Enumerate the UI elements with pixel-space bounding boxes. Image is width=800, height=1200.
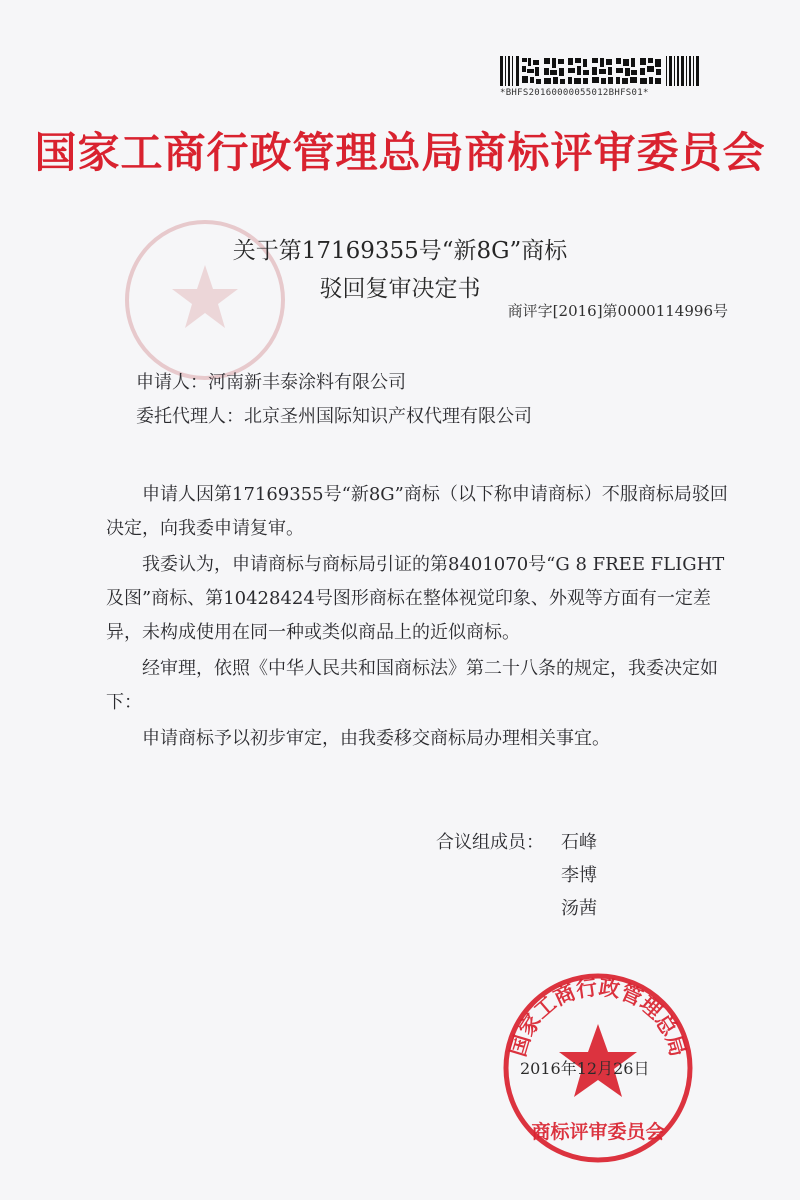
applicant-label: 申请人：	[136, 372, 208, 393]
seal-arc-text: 国家工商行政管理总局	[505, 975, 691, 1060]
agent-line	[136, 402, 532, 428]
applicant-line	[136, 368, 406, 394]
committee-members	[436, 826, 597, 925]
body-paragraph-3: 经审理，依照《中华人民共和国商标法》第二十八条的规定，我委决定如下：	[106, 658, 718, 713]
body-paragraph-1: 申请人因第17169355号“新8G”商标（以下称申请商标）不服商标局驳回决定，向我委申请复审。	[106, 484, 728, 539]
document-title-line-2: 驳回复审决定书	[319, 276, 481, 302]
agent-name: 北京圣州国际知识产权代理有限公司	[244, 406, 532, 427]
agent-label: 委托代理人：	[136, 406, 244, 427]
body-paragraph-4: 申请商标予以初步审定，由我委移交商标局办理相关事宜。	[142, 728, 610, 749]
document-title-line-1: 关于第17169355号“新8G”商标	[232, 238, 568, 264]
committee-member: 石峰	[561, 832, 597, 853]
seal-bottom-text: 商标评审委员会	[531, 1121, 665, 1143]
committee-member: 李博	[561, 865, 597, 886]
document-number: 商评字[2016]第0000114996号	[507, 302, 728, 320]
committee-label: 合议组成员：	[436, 832, 544, 853]
barcode-image	[500, 56, 700, 86]
committee-member: 汤茜	[561, 898, 597, 919]
decision-date: 2016年12月26日	[520, 1059, 650, 1078]
applicant-name: 河南新丰泰涂料有限公司	[208, 372, 406, 393]
body-paragraph-2: 我委认为，申请商标与商标局引证的第8401070号“G 8 FREE FLIGHT及图”商标、第10428424号图形商标在整体视觉印象、外观等方面有一定差异，未构成使用在同一种或类似商品上的近似商标。	[106, 554, 725, 643]
organization-title: 国家工商行政管理总局商标评审委员会	[34, 128, 766, 177]
barcode-block	[500, 56, 710, 98]
barcode-number: *BHFS20160000055012BHFS01*	[500, 88, 649, 98]
decision-body	[106, 478, 732, 758]
